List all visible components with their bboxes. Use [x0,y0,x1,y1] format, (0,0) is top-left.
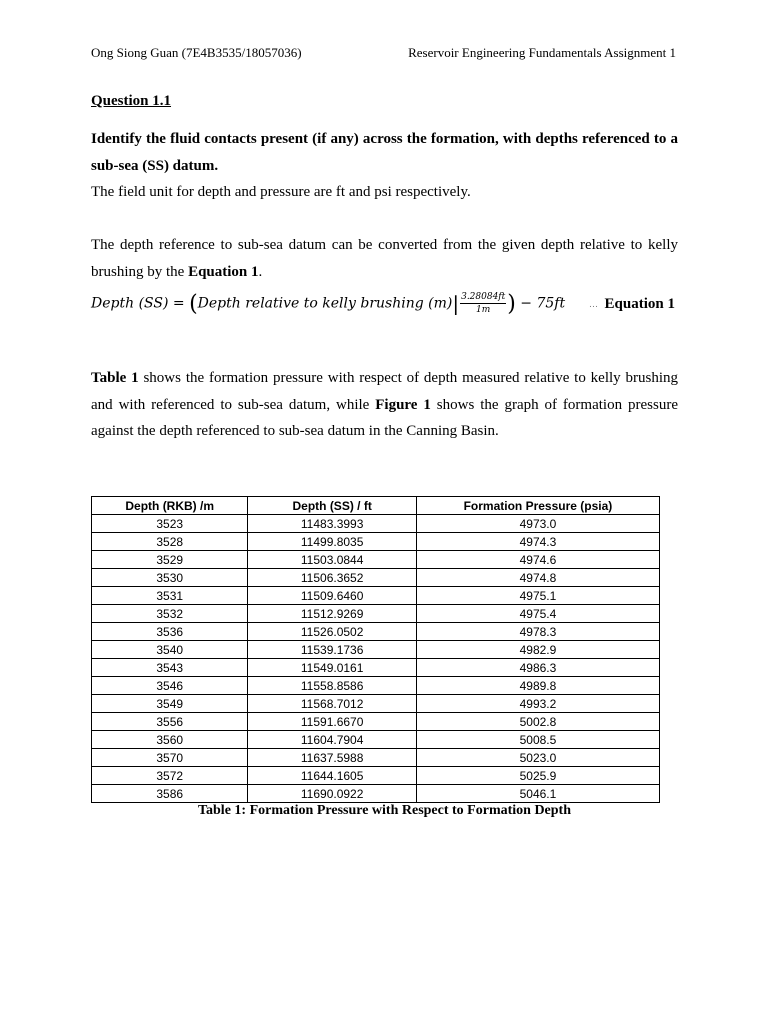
fraction-numerator: 3.28084ft [461,292,506,302]
cell-formation-pressure: 4986.3 [416,659,659,677]
cell-formation-pressure: 4975.4 [416,605,659,623]
equation-inner-term: Depth relative to kelly brushing (m) [197,295,453,312]
question-heading: Question 1.1 [91,93,172,109]
figure-1-reference: Figure 1 [375,396,431,413]
cell-formation-pressure: 5002.8 [416,713,659,731]
table-row [92,713,660,731]
cell-depth-ss: 11637.5988 [248,749,416,767]
cell-depth-rkb: 3549 [92,695,248,713]
cell-depth-rkb: 3560 [92,731,248,749]
depth-conversion-paragraph [91,232,678,285]
cell-formation-pressure: 4989.8 [416,677,659,695]
cell-depth-ss: 11509.6460 [248,587,416,605]
formation-pressure-table [91,496,660,803]
cell-depth-rkb: 3528 [92,533,248,551]
question-prompt: Identify the fluid contacts present (if any) across the formation, with depths referenced to a sub-sea (SS) datum. [91,131,678,174]
cell-depth-ss: 11549.0161 [248,659,416,677]
cell-depth-ss: 11526.0502 [248,623,416,641]
units-statement: The field unit for depth and pressure are ft and psi respectively. [91,184,471,200]
depth-intro-end: . [258,263,263,280]
header-formation-pressure: Formation Pressure (psia) [416,497,659,515]
table-row [92,623,660,641]
table-row [92,515,660,533]
table-row [92,695,660,713]
table-header-row [92,497,660,515]
cell-depth-rkb: 3530 [92,569,248,587]
depth-intro-text: The depth reference to sub-sea datum can be converted from the given depth relative to kelly brushing by the [91,237,678,280]
table-row [92,749,660,767]
table-row [92,677,660,695]
table-caption: Table 1: Formation Pressure with Respect to Formation Depth [197,803,572,818]
cell-depth-ss: 11503.0844 [248,551,416,569]
cell-depth-rkb: 3523 [92,515,248,533]
conversion-fraction [460,291,506,316]
equation-lhs: Depth (SS) = [91,295,190,312]
cell-depth-rkb: 3543 [92,659,248,677]
table-body [92,515,660,803]
table-row [92,659,660,677]
cell-depth-rkb: 3531 [92,587,248,605]
table-row [92,569,660,587]
cell-depth-ss: 11591.6670 [248,713,416,731]
equation-tail: − 75ft [515,295,566,312]
table-row [92,533,660,551]
table-description-text-1: shows the formation pressure with respect of depth measured relative to kelly brushing and with referenced to sub-sea datum, while [91,370,679,413]
cell-depth-ss: 11568.7012 [248,695,416,713]
table-row [92,587,660,605]
header-author: Ong Siong Guan (7E4B3535/18057036) [91,45,302,60]
cell-formation-pressure: 5025.9 [416,767,659,785]
cell-formation-pressure: 5046.1 [416,785,659,803]
table-row [92,731,660,749]
cell-formation-pressure: 4975.1 [416,587,659,605]
cell-depth-ss: 11690.0922 [248,785,416,803]
cell-depth-rkb: 3572 [92,767,248,785]
cell-depth-rkb: 3556 [92,713,248,731]
cell-depth-ss: 11506.3652 [248,569,416,587]
cell-depth-ss: 11644.1605 [248,767,416,785]
cell-depth-rkb: 3540 [92,641,248,659]
cell-formation-pressure: 4973.0 [416,515,659,533]
cell-formation-pressure: 4993.2 [416,695,659,713]
cell-depth-rkb: 3570 [92,749,248,767]
table-row [92,785,660,803]
cell-depth-rkb: 3529 [92,551,248,569]
header-depth-rkb: Depth (RKB) /m [92,497,248,515]
header-course-title: Reservoir Engineering Fundamentals Assignment 1 [408,45,676,60]
cell-depth-ss: 11512.9269 [248,605,416,623]
cell-formation-pressure: 4974.6 [416,551,659,569]
cell-depth-rkb: 3532 [92,605,248,623]
table-row [92,551,660,569]
cell-depth-ss: 11499.8035 [248,533,416,551]
header-depth-ss: Depth (SS) / ft [248,497,416,515]
equation-expression: Depth (SS) = (Depth relative to kelly brushing (m)| $\frac{3.28084ft}{1m}$ ) − 75ft [91,291,566,317]
cell-formation-pressure: 4978.3 [416,623,659,641]
equation-label: Equation 1 [604,296,675,312]
cell-formation-pressure: 4974.8 [416,569,659,587]
cell-depth-rkb: 3546 [92,677,248,695]
cell-formation-pressure: 5008.5 [416,731,659,749]
cell-depth-rkb: 3536 [92,623,248,641]
table-row [92,641,660,659]
cell-formation-pressure: 4974.3 [416,533,659,551]
cell-depth-ss: 11483.3993 [248,515,416,533]
cell-depth-ss: 11604.7904 [248,731,416,749]
cell-depth-ss: 11558.8586 [248,677,416,695]
cell-depth-rkb: 3586 [92,785,248,803]
cell-formation-pressure: 4982.9 [416,641,659,659]
equation-reference: Equation 1 [188,263,259,280]
table-1-reference: Table 1 [91,370,139,386]
table-description-text-2: shows the graph of formation pressure against the depth referenced to sub-sea datum in the Canning Basin. [91,396,678,439]
equation-1 [91,285,678,325]
table-row [92,605,660,623]
cell-depth-ss: 11539.1736 [248,641,416,659]
table-description-paragraph [91,365,678,445]
equation-dots: … [589,299,599,309]
cell-formation-pressure: 5023.0 [416,749,659,767]
fraction-denominator: 1m [476,305,491,315]
table-row [92,767,660,785]
